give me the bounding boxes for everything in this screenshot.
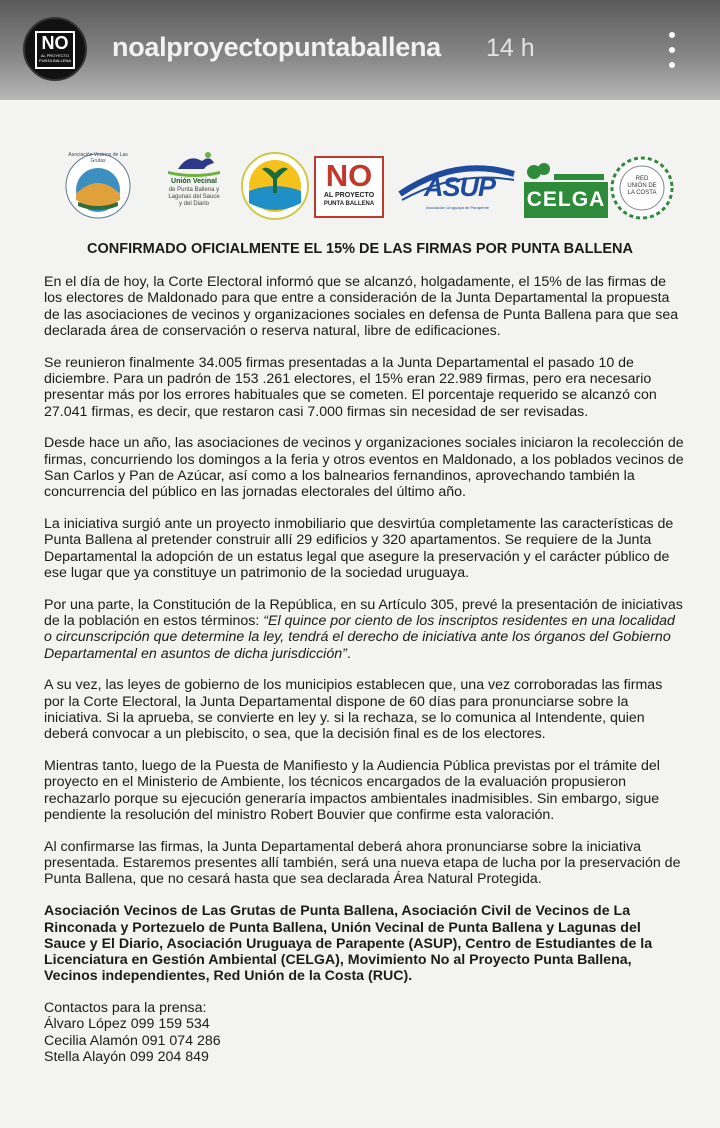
contacts-title: Contactos para la prensa: bbox=[44, 1000, 207, 1017]
logo-no-al-proyecto: NO AL PROYECTO PUNTA BALLENA bbox=[314, 156, 384, 218]
paragraph-7: Mientras tanto, luego de la Puesta de Manifiesto y la Audiencia Pública previstas por el trámite del proyecto en el Ministerio de Ambiente, los técnicos encargados de la evaluación propusieron rechazarlo porque su ejecución generaría impactos ambientales inadmisibles. Sin embargo, sigue pendiente la resolución del ministro Robert Bouvier que confirme esta valoración. bbox=[44, 758, 660, 824]
avatar[interactable] bbox=[23, 17, 87, 81]
story-header bbox=[0, 0, 720, 100]
logo-celga: CELGA bbox=[524, 170, 608, 220]
paragraph-2: Se reunieron finalmente 34.005 firmas presentadas a la Junta Departamental el pasado 10 de diciembre. Para un padrón de 153 .261 electores, el 15% eran 22.989 firmas, pero era necesario presentar más por los errores habituales que se cometen. El porcentaje requerido se alcanzó con 27.041 firmas, es decir, que restaron casi 7.000 firmas sin necesidad de ser revisadas. bbox=[44, 354, 657, 420]
avatar-logo: NO AL PROYECTO PUNTA BALLENA bbox=[35, 31, 75, 69]
paragraph-1: En el día de hoy, la Corte Electoral informó que se alcanzó, holgadamente, el 15% de las firmas de los electores de Maldonado para que entre a consideración de la Junta Departamental la propuesta de las asociaciones de vecinos y organizaciones sociales en defensa de Punta Ballena para que sea declarada área de conservación o reserva natural, libre de edificaciones. bbox=[44, 274, 679, 339]
constitution-quote: “El quince por ciento de los inscriptos residentes en una localidad o circunscripción que determine la ley, tendrá el derecho de iniciativa ante los órganos del Gobierno Departamental en asuntos de dicha jurisdicción” bbox=[44, 613, 675, 662]
contact-item: Álvaro López 099 159 534 bbox=[44, 1016, 210, 1033]
document-headline: CONFIRMADO OFICIALMENTE EL 15% DE LAS FIRMAS POR PUNTA BALLENA bbox=[87, 241, 633, 257]
username[interactable]: noalproyectopuntaballena bbox=[112, 32, 441, 62]
paragraph-6: A su vez, las leyes de gobierno de los municipios establecen que, una vez corroboradas las firmas por la Corte Electoral, la Junta Departamental dispone de 60 días para pronunciarse sobre la iniciativa. Si la aprueba, se convierte en ley y. si la rechaza, se lo comunica al Intendente, quien deberá convocar a un plebiscito, o sea, que la decisión final es de los electores. bbox=[44, 677, 663, 743]
logo-asup: ASUP Asociación Uruguaya de Parapente bbox=[396, 164, 518, 214]
contact-item: Cecilia Alamón 091 074 286 bbox=[44, 1032, 221, 1049]
logo-red-union-costa: RED UNIÓN DE LA COSTA bbox=[610, 156, 674, 220]
logo-ballena-circle bbox=[240, 151, 310, 221]
post-time: 14 h bbox=[486, 34, 535, 62]
paragraph-3: Desde hace un año, las asociaciones de vecinos y organizaciones sociales iniciaron la recolección de firmas, concurriendo los domingos a la feria y otros eventos en Maldonado, a los poblados vecinos de San Carlos y Pan de Azúcar, así como a los balnearios fernandinos, aprovechando también la concurrencia del público en las jornadas electorales del último año. bbox=[44, 435, 684, 501]
more-options-icon[interactable] bbox=[660, 30, 684, 70]
press-contacts bbox=[44, 1000, 684, 1065]
contact-item: Stella Alayón 099 204 849 bbox=[44, 1049, 209, 1066]
signatories: Asociación Vecinos de Las Grutas de Punta Ballena, Asociación Civil de Vecinos de La Rinconada y Portezuelo de Punta Ballena, Unión Vecinal de Punta Ballena y Lagunas del Sauce y El Diario, Asociación Uruguaya de Parapente (ASUP), Centro de Estudiantes de la Licenciatura en Gestión Ambiental (CELGA), Movimiento No al Proyecto Punta Ballena, Vecinos independientes, Red Unión de la Costa (RUC). bbox=[44, 903, 653, 985]
logos-row bbox=[0, 150, 720, 225]
logo-vecinos-grutas: Asociación Vecinos de Las Grutas bbox=[64, 152, 132, 220]
paragraph-5: Por una parte, la Constitución de la República, en su Artículo 305, prevé la presentación de iniciativas de la población en estos términos: “El quince por ciento de los inscriptos residentes en una localidad o circunscripción que determine la ley, tendrá el derecho de iniciativa ante los órganos del Gobierno Departamental en asuntos de dicha jurisdicción”. bbox=[44, 596, 683, 662]
paragraph-8: Al confirmarse las firmas, la Junta Departamental deberá ahora pronunciarse sobre la iniciativa presentada. Estaremos presentes allí también, será una nueva etapa de lucha por la preservación de Punta Ballena, que no cesará hasta que sea declarada Área Natural Protegida. bbox=[44, 838, 681, 888]
logo-union-vecinal: Unión Vecinal de Punta Ballena y Lagunas del Sauce y del Diario bbox=[158, 147, 230, 222]
paragraph-4: La iniciativa surgió ante un proyecto inmobiliario que desvirtúa completamente las características de Punta Ballena al pretender construir allí 29 edificios y 320 apartamentos. Se requiere de la Junta Departamental la adopción de un estatus legal que asegure la preservación y el carácter público de ese lugar que ya constituye un patrimonio de la sociedad uruguaya. bbox=[44, 516, 674, 581]
document-body bbox=[44, 274, 684, 1065]
